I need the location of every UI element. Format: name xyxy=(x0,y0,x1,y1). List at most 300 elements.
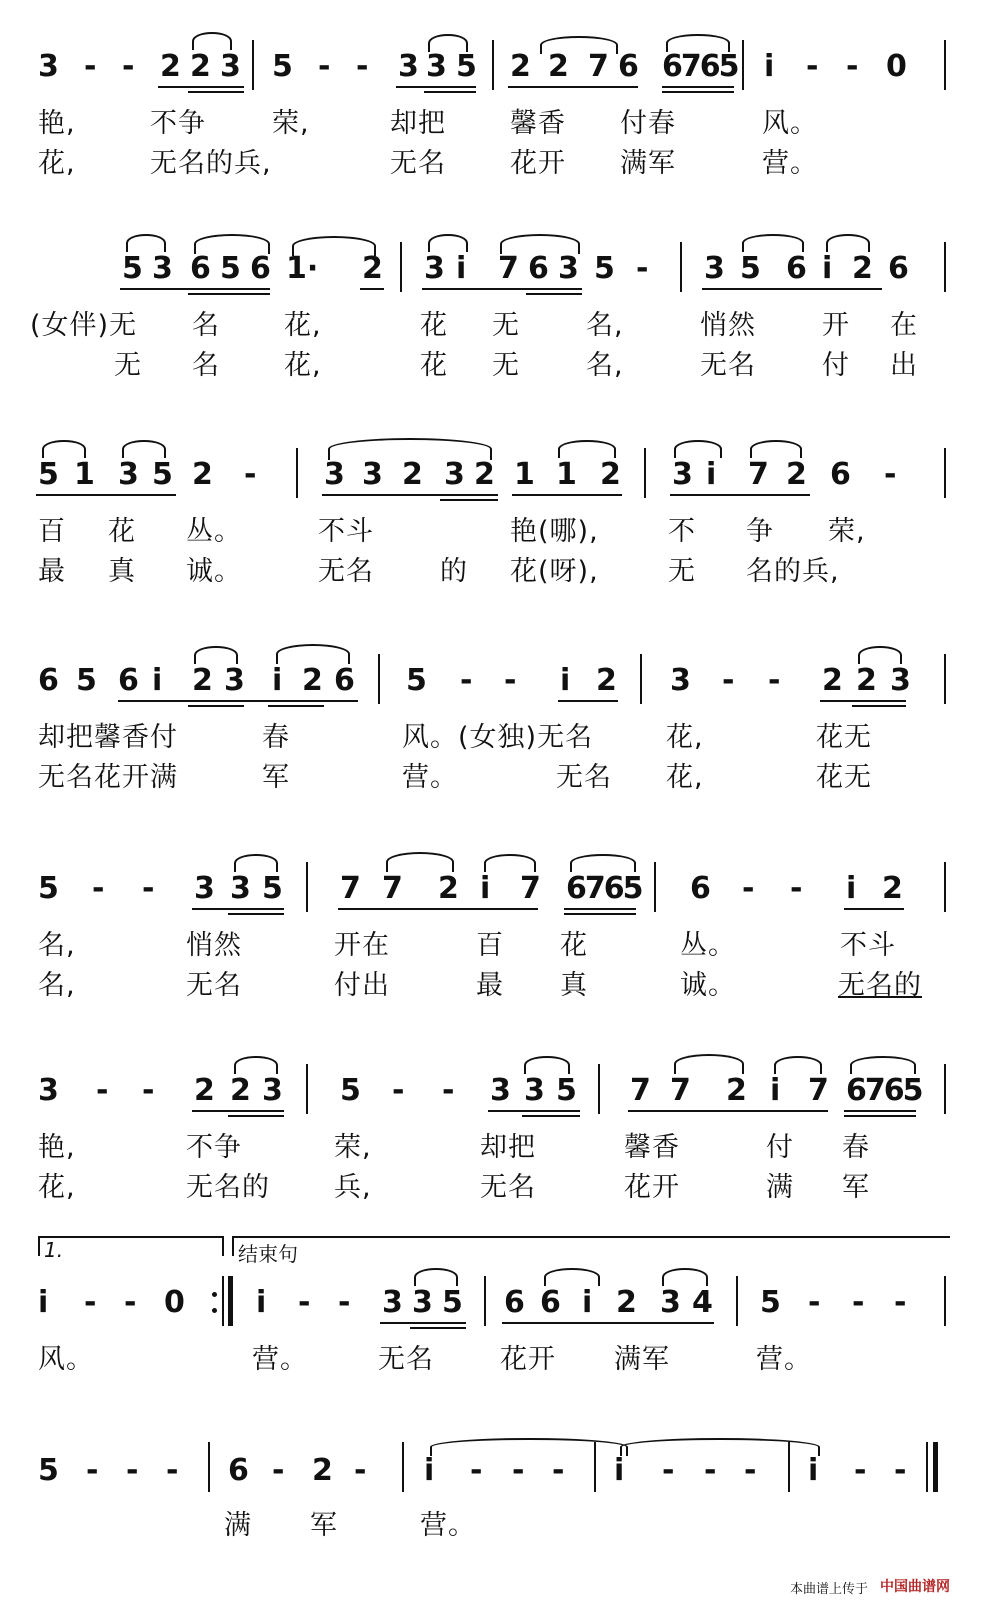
lyric: 花, xyxy=(284,310,322,341)
note: 6765 xyxy=(662,49,738,84)
note: 3 xyxy=(362,457,383,492)
note: - xyxy=(272,1453,285,1488)
slur xyxy=(540,36,618,54)
lyric: 不斗 xyxy=(840,930,896,961)
slur xyxy=(276,644,350,664)
bar-line xyxy=(402,1442,404,1492)
lyric: 无名 xyxy=(318,556,374,587)
note: i xyxy=(808,1453,819,1488)
lyric: 馨香 xyxy=(510,108,566,139)
note: - xyxy=(808,1285,821,1320)
note: 7 xyxy=(630,1073,651,1108)
lyric: 丛。 xyxy=(680,930,736,961)
slur xyxy=(742,234,804,252)
bar-line xyxy=(306,1064,308,1114)
note: 5 xyxy=(594,251,615,286)
note: 3 xyxy=(230,871,251,906)
slur xyxy=(774,1056,822,1074)
bar-line xyxy=(598,1064,600,1114)
lyric: 名 xyxy=(192,310,220,341)
underline xyxy=(662,86,734,88)
note: - xyxy=(96,1073,109,1108)
ending-label: 结束句 xyxy=(238,1242,298,1266)
lyric: 不争 xyxy=(186,1132,242,1163)
note: i xyxy=(846,871,857,906)
note: 2 xyxy=(726,1073,747,1108)
note: i xyxy=(560,663,571,698)
note: - xyxy=(338,1285,351,1320)
note: 5 xyxy=(442,1285,463,1320)
note: 2 xyxy=(786,457,807,492)
lyric: 荣, xyxy=(272,108,310,139)
lyric: 开在 xyxy=(334,930,390,961)
lyric: 花开 xyxy=(624,1172,680,1203)
lyric: 无 xyxy=(492,310,520,341)
lyric: 艳, xyxy=(38,1132,76,1163)
note: 5 xyxy=(406,663,427,698)
note: 6 xyxy=(190,251,211,286)
underline xyxy=(396,86,476,88)
note: - xyxy=(846,49,859,84)
note: 2 xyxy=(856,663,877,698)
lyric: 付春 xyxy=(620,108,676,139)
note: 3 xyxy=(382,1285,403,1320)
lyric: 营。 xyxy=(402,762,458,793)
underline xyxy=(488,1110,580,1112)
note: - xyxy=(84,49,97,84)
lyric: 无名的 xyxy=(838,970,922,1001)
note: 5 xyxy=(760,1285,781,1320)
note: 7 xyxy=(808,1073,829,1108)
note: 3 xyxy=(412,1285,433,1320)
slur xyxy=(428,34,468,52)
lyric: 军 xyxy=(310,1510,338,1541)
lyric: 真 xyxy=(560,970,588,1001)
note: 6 xyxy=(38,663,59,698)
note: - xyxy=(124,1285,137,1320)
bar-line xyxy=(926,1442,928,1492)
lyric: 花, xyxy=(666,762,704,793)
slur xyxy=(234,854,278,872)
note: 5 xyxy=(340,1073,361,1108)
lyric: 春 xyxy=(842,1132,870,1163)
lyric: 名, xyxy=(38,970,76,1001)
note: - xyxy=(442,1073,455,1108)
underline xyxy=(512,494,622,496)
bar-line xyxy=(736,1276,738,1326)
lyric: 付 xyxy=(822,350,850,381)
note: 2 xyxy=(230,1073,251,1108)
lyric: 无名 xyxy=(378,1344,434,1375)
note: - xyxy=(790,871,803,906)
lyric: 花开 xyxy=(500,1344,556,1375)
lyric: 花, xyxy=(666,722,704,753)
underline xyxy=(522,1115,580,1117)
slur xyxy=(194,646,238,664)
note: i xyxy=(152,663,163,698)
slur xyxy=(858,646,902,664)
lyric: 花, xyxy=(284,350,322,381)
lyric: 营。 xyxy=(252,1344,308,1375)
note: 3 xyxy=(118,457,139,492)
note: 3 xyxy=(194,871,215,906)
note: 2 xyxy=(312,1453,333,1488)
underline xyxy=(188,705,244,707)
note: 1· xyxy=(286,251,319,286)
underline xyxy=(158,86,244,88)
note: 3 xyxy=(704,251,725,286)
lyric: 名的兵, xyxy=(746,556,840,587)
bar-line xyxy=(400,242,402,292)
upload-note: 本曲谱上传于 xyxy=(790,1582,869,1597)
note: 5 xyxy=(556,1073,577,1108)
lyric: 满 xyxy=(224,1510,252,1541)
lyric: 花 xyxy=(420,310,448,341)
repeat-dot xyxy=(212,1292,217,1297)
lyric: 花无 xyxy=(816,722,872,753)
lyric: 名, xyxy=(586,350,624,381)
lyric: 付出 xyxy=(334,970,390,1001)
note: 7 xyxy=(498,251,519,286)
note: - xyxy=(768,663,781,698)
lyric: 无名 xyxy=(700,350,756,381)
underline xyxy=(192,908,284,910)
bar-line xyxy=(944,448,946,498)
lyric: 无名的兵, xyxy=(150,148,272,179)
lyric: 名, xyxy=(38,930,76,961)
note: 2 xyxy=(362,251,383,286)
note: - xyxy=(722,663,735,698)
tie xyxy=(430,1438,628,1456)
lyric: 丛。 xyxy=(186,516,242,547)
lyric: 春 xyxy=(262,722,290,753)
lyric: 馨香 xyxy=(624,1132,680,1163)
note: 2 xyxy=(510,49,531,84)
note: 6 xyxy=(528,251,549,286)
note: 3 xyxy=(444,457,465,492)
note: 3 xyxy=(224,663,245,698)
lyric: 花(呀), xyxy=(510,556,599,587)
note: 6 xyxy=(118,663,139,698)
bar-line xyxy=(944,40,946,90)
note: 2 xyxy=(616,1285,637,1320)
underline xyxy=(502,1322,714,1324)
ending-bracket xyxy=(232,1236,950,1256)
underline xyxy=(844,908,904,910)
note: 3 xyxy=(890,663,911,698)
volta-number: 1. xyxy=(44,1238,64,1262)
note: i xyxy=(456,251,467,286)
note: 2 xyxy=(302,663,323,698)
note: - xyxy=(356,49,369,84)
note: 4 xyxy=(692,1285,713,1320)
lyric: 却把 xyxy=(390,108,446,139)
lyric: 荣, xyxy=(828,516,866,547)
note: 5 xyxy=(122,251,143,286)
note: - xyxy=(92,871,105,906)
lyric: 无 xyxy=(114,350,142,381)
lyric: 花 xyxy=(560,930,588,961)
note: 3 xyxy=(660,1285,681,1320)
bar-line xyxy=(252,40,254,90)
lyric: 悄然 xyxy=(186,930,242,961)
bar-line xyxy=(306,862,308,912)
note: 3 xyxy=(398,49,419,84)
note: i xyxy=(770,1073,781,1108)
lyric: 风。(女独)无名 xyxy=(402,722,594,753)
bar-line xyxy=(644,448,646,498)
note: 6 xyxy=(228,1453,249,1488)
note: - xyxy=(298,1285,311,1320)
lyric: 花开 xyxy=(510,148,566,179)
note: i xyxy=(480,871,491,906)
lyric: 营。 xyxy=(762,148,818,179)
underline xyxy=(422,288,582,290)
underline xyxy=(702,288,882,290)
underline xyxy=(228,1115,284,1117)
bar-line xyxy=(654,862,656,912)
underline xyxy=(380,1322,466,1324)
lyric: 诚。 xyxy=(680,970,736,1001)
note: - xyxy=(318,49,331,84)
lyric: 无名花开满 xyxy=(38,762,178,793)
note: 3 xyxy=(558,251,579,286)
note: 2 xyxy=(882,871,903,906)
lyric: 无名 xyxy=(480,1172,536,1203)
note: 2 xyxy=(190,49,211,84)
lyric: 无名 xyxy=(390,148,446,179)
note: 3 xyxy=(262,1073,283,1108)
note: 2 xyxy=(194,1073,215,1108)
lyric: 营。 xyxy=(420,1510,476,1541)
lyric: 风。 xyxy=(38,1344,94,1375)
slur xyxy=(484,854,536,872)
lyric: 不斗 xyxy=(318,516,374,547)
slur xyxy=(126,234,166,252)
lyric: 无 xyxy=(492,350,520,381)
note: i xyxy=(272,663,283,698)
note: i xyxy=(822,251,833,286)
note: i xyxy=(256,1285,267,1320)
note: - xyxy=(852,1285,865,1320)
repeat-dot xyxy=(212,1308,217,1313)
note: 0 xyxy=(886,49,907,84)
note: - xyxy=(122,49,135,84)
lyric: 荣, xyxy=(334,1132,372,1163)
bar-line xyxy=(944,1064,946,1114)
slur xyxy=(674,440,722,458)
underline xyxy=(820,700,906,702)
bar-line xyxy=(944,654,946,704)
underline xyxy=(526,293,582,295)
note: 5 xyxy=(152,457,173,492)
slur xyxy=(666,34,730,52)
note: i xyxy=(614,1453,625,1488)
lyric: 却把馨香付 xyxy=(38,722,178,753)
lyric: 满军 xyxy=(620,148,676,179)
note: - xyxy=(84,1285,97,1320)
lyric: 百 xyxy=(38,516,66,547)
lyric: 真 xyxy=(108,556,136,587)
note: 6 xyxy=(690,871,711,906)
note: - xyxy=(636,251,649,286)
note: 7 xyxy=(382,871,403,906)
bar-line xyxy=(484,1276,486,1326)
note: 5 xyxy=(272,49,293,84)
lyric: 无名的 xyxy=(186,1172,270,1203)
note: - xyxy=(552,1453,565,1488)
note: - xyxy=(742,871,755,906)
note: 3 xyxy=(670,663,691,698)
underline xyxy=(118,700,358,702)
slur xyxy=(750,440,802,458)
note: 6 xyxy=(334,663,355,698)
note: 1 xyxy=(514,457,535,492)
note: 7 xyxy=(748,457,769,492)
lyric: 最 xyxy=(476,970,504,1001)
lyric: 花, xyxy=(38,148,76,179)
slur xyxy=(674,1054,744,1074)
underline xyxy=(670,494,810,496)
note: 3 xyxy=(220,49,241,84)
lyric: 不争 xyxy=(150,108,206,139)
note: 6 xyxy=(786,251,807,286)
lyric: 不 xyxy=(668,516,696,547)
note: 2 xyxy=(474,457,495,492)
note: - xyxy=(894,1285,907,1320)
underline xyxy=(360,288,384,290)
note: 3 xyxy=(426,49,447,84)
note: 3 xyxy=(152,251,173,286)
underline xyxy=(508,86,638,88)
bar-line xyxy=(742,40,744,90)
note: 6765 xyxy=(846,1073,922,1108)
note: - xyxy=(894,1453,907,1488)
note: - xyxy=(142,871,155,906)
note: 2 xyxy=(548,49,569,84)
note: - xyxy=(884,457,897,492)
lyric: 的 xyxy=(440,556,468,587)
underline xyxy=(564,913,636,915)
lyric: 无 xyxy=(668,556,696,587)
slur xyxy=(662,1268,708,1286)
note: 2 xyxy=(402,457,423,492)
underline xyxy=(424,91,476,93)
underline xyxy=(558,700,618,702)
note: 6 xyxy=(830,457,851,492)
lyric: 满 xyxy=(766,1172,794,1203)
site-watermark: 中国曲谱网 xyxy=(880,1579,950,1595)
lyric: 出 xyxy=(890,350,918,381)
slur xyxy=(414,1268,458,1286)
note: i xyxy=(582,1285,593,1320)
bar-line xyxy=(944,242,946,292)
bar-line xyxy=(378,654,380,704)
repeat-barline xyxy=(228,1276,233,1326)
note: - xyxy=(806,49,819,84)
note: - xyxy=(86,1453,99,1488)
note: 3 xyxy=(38,49,59,84)
slur xyxy=(234,1056,278,1074)
slur xyxy=(42,440,86,458)
volta-bracket xyxy=(38,1236,224,1256)
underline xyxy=(338,908,538,910)
lyric: 最 xyxy=(38,556,66,587)
bar-line xyxy=(944,862,946,912)
note: 3 xyxy=(38,1073,59,1108)
note: i xyxy=(38,1285,49,1320)
note: 2 xyxy=(438,871,459,906)
note: 5 xyxy=(740,251,761,286)
slur xyxy=(122,440,166,458)
slur xyxy=(850,1056,916,1074)
slur xyxy=(192,32,232,50)
slur xyxy=(428,234,468,252)
lyric: 无名 xyxy=(186,970,242,1001)
note: - xyxy=(744,1453,757,1488)
bar-line xyxy=(296,448,298,498)
slur xyxy=(194,234,270,254)
slur xyxy=(826,234,870,252)
note: - xyxy=(470,1453,483,1488)
lyric: 花无 xyxy=(816,762,872,793)
lyric: 百 xyxy=(476,930,504,961)
note: - xyxy=(126,1453,139,1488)
note: - xyxy=(504,663,517,698)
note: 6 xyxy=(540,1285,561,1320)
lyric: 无名 xyxy=(556,762,612,793)
underline xyxy=(192,1110,284,1112)
bar-line xyxy=(680,242,682,292)
note: i xyxy=(424,1453,435,1488)
lyric: 军 xyxy=(842,1172,870,1203)
note: - xyxy=(166,1453,179,1488)
underline xyxy=(36,494,176,496)
lyric: 艳(哪), xyxy=(510,516,599,547)
slur xyxy=(292,236,376,256)
note: - xyxy=(392,1073,405,1108)
note: 7 xyxy=(520,871,541,906)
note: 2 xyxy=(160,49,181,84)
note: - xyxy=(662,1453,675,1488)
lyric: 诚。 xyxy=(186,556,242,587)
underline xyxy=(844,1115,916,1117)
note: 5 xyxy=(38,871,59,906)
lyric: 开 xyxy=(822,310,850,341)
underline xyxy=(662,91,734,93)
lyric: 花, xyxy=(38,1172,76,1203)
note: 3 xyxy=(490,1073,511,1108)
underline xyxy=(440,499,498,501)
note: - xyxy=(354,1453,367,1488)
underline xyxy=(844,1110,916,1112)
note: 2 xyxy=(600,457,621,492)
note: 2 xyxy=(192,663,213,698)
slur xyxy=(328,438,492,460)
note: 5 xyxy=(38,457,59,492)
lyric: 悄然 xyxy=(700,310,756,341)
note: 6 xyxy=(618,49,639,84)
note: i xyxy=(764,49,775,84)
bar-line xyxy=(944,1276,946,1326)
note: 6765 xyxy=(566,871,642,906)
tie xyxy=(620,1438,820,1456)
underline xyxy=(564,908,636,910)
underline xyxy=(268,705,324,707)
note: 2 xyxy=(822,663,843,698)
note: 5 xyxy=(456,49,477,84)
note: 5 xyxy=(220,251,241,286)
